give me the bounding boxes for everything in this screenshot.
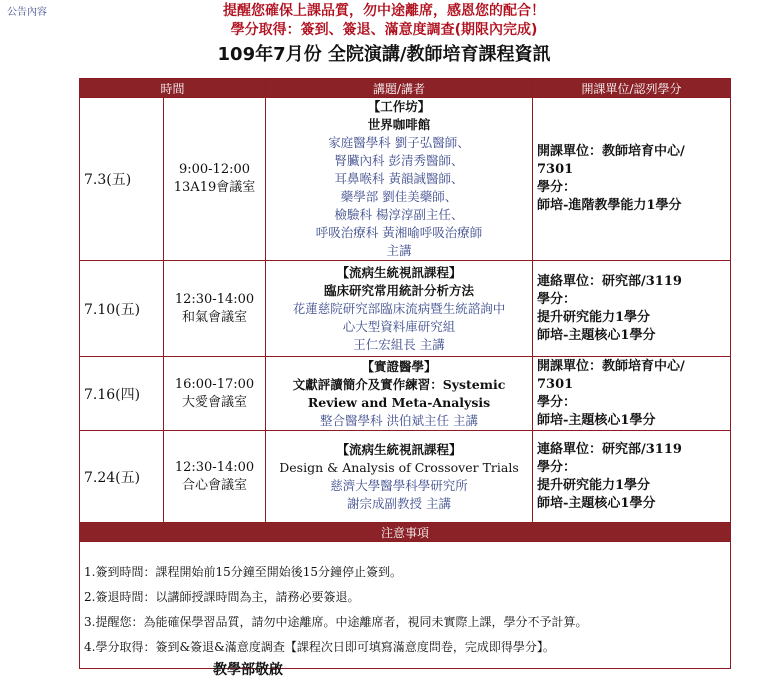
unit-line: 7301	[537, 376, 574, 392]
course-unit	[533, 98, 731, 261]
room: 大愛會議室	[182, 394, 248, 410]
course-title: 文獻評讀簡介及實作練習：Systemic Review and Meta-Analysis	[292, 376, 506, 410]
unit-line: 開課單位：教師培育中心/	[537, 358, 685, 374]
unit-line: 師培-主題核心1學分	[537, 495, 656, 511]
room: 13A19會議室	[173, 180, 256, 195]
unit-line: 提升研究能力1學分	[537, 309, 651, 325]
unit-line: 提升研究能力1學分	[537, 477, 651, 493]
course-time	[164, 98, 266, 261]
course-tag: 【流病生統視訊課程】	[336, 441, 462, 457]
course-unit	[533, 261, 731, 357]
course-time	[164, 357, 266, 431]
course-time	[164, 431, 266, 523]
notice-header-row	[80, 523, 731, 542]
speaker-role: 主講	[386, 243, 412, 258]
unit-line: 師培-進階教學能力1學分	[537, 198, 682, 213]
header-unit: 開課單位/認列學分	[533, 79, 731, 98]
page-title: 109年7月份 全院演講/教師培育課程資訊	[217, 44, 551, 65]
speaker: 慈濟大學醫學科學研究所	[330, 477, 468, 493]
speaker: 心大型資料庫研究組	[342, 318, 456, 334]
course-title: Design & Analysis of Crossover Trials	[279, 459, 519, 475]
course-date: 7.10(五)	[80, 261, 164, 357]
table-header-row	[80, 79, 731, 98]
course-topic	[266, 357, 533, 431]
unit-line: 學分：	[537, 394, 577, 410]
section-label: 公告內容	[7, 7, 47, 18]
unit-line: 師培-主題核心1學分	[537, 412, 656, 428]
time-range: 12:30-14:00	[174, 459, 255, 475]
unit-line: 學分：	[537, 459, 577, 475]
time-range: 12:30-14:00	[174, 291, 255, 307]
time-range: 16:00-17:00	[174, 376, 255, 392]
course-date: 7.16(四)	[80, 357, 164, 431]
reminder-line-1: 提醒您確保上課品質，勿中途離席，感恩您的配合！	[223, 3, 545, 19]
table-row	[80, 261, 731, 357]
table-row	[80, 98, 731, 261]
speaker: 王仁宏組長 主講	[353, 336, 445, 352]
note-item: 1.簽到時間：課程開始前15分鐘至開始後15分鐘停止簽到。	[84, 565, 402, 579]
time-range: 9:00-12:00	[178, 162, 251, 177]
course-title: 世界咖啡館	[367, 117, 431, 132]
course-time	[164, 261, 266, 357]
course-date: 7.24(五)	[80, 431, 164, 523]
speaker: 藥學部 劉佳美藥師、	[340, 189, 458, 204]
unit-line: 開課單位：教師培育中心/	[537, 144, 685, 159]
unit-line: 連絡單位：研究部/3119	[537, 273, 682, 289]
schedule-table	[79, 78, 731, 669]
speaker: 耳鼻喉科 黃韻誠醫師、	[334, 171, 464, 186]
speaker: 呼吸治療科 黃湘喻呼吸治療師	[315, 225, 483, 240]
course-date: 7.3(五)	[80, 98, 164, 261]
course-title: 臨床研究常用統計分析方法	[324, 282, 475, 298]
unit-line: 學分：	[537, 291, 577, 307]
signature: 教學部敬啟	[213, 662, 283, 678]
speaker: 家庭醫學科 劉子弘醫師、	[328, 135, 470, 150]
table-row	[80, 357, 731, 431]
speaker: 花蓮慈院研究部臨床流病暨生統諮詢中	[292, 300, 506, 316]
course-topic	[266, 261, 533, 357]
course-unit	[533, 431, 731, 523]
reminder-line-2: 學分取得：簽到、簽退、滿意度調查(期限內完成)	[230, 22, 538, 38]
unit-line: 師培-主題核心1學分	[537, 327, 656, 343]
speaker: 整合醫學科 洪伯斌主任 主講	[320, 412, 478, 428]
course-topic	[266, 98, 533, 261]
note-item: 3.提醒您：為能確保學習品質，請勿中途離席。中途離席者，視同未實際上課，學分不予計算。	[84, 615, 588, 629]
header-time: 時間	[80, 79, 266, 98]
notice-header: 注意事項	[80, 523, 731, 542]
note-item: 4.學分取得：簽到&簽退&滿意度調查【課程次日即可填寫滿意度問卷，完成即得學分】。	[84, 640, 555, 654]
course-tag: 【工作坊】	[367, 99, 431, 114]
course-tag: 【實證醫學】	[361, 358, 437, 374]
room: 合心會議室	[182, 477, 248, 493]
course-unit	[533, 357, 731, 431]
unit-line: 學分：	[537, 180, 577, 195]
speaker: 腎臟內科 彭清秀醫師、	[334, 153, 464, 168]
note-item: 2.簽退時間：以講師授課時間為主，請務必要簽退。	[84, 590, 360, 604]
course-topic	[266, 431, 533, 523]
speaker: 檢驗科 楊淳淳副主任、	[334, 207, 464, 222]
unit-line: 連絡單位：研究部/3119	[537, 441, 682, 457]
header-topic: 講題/講者	[266, 79, 533, 98]
unit-line: 7301	[537, 162, 574, 177]
course-tag: 【流病生統視訊課程】	[336, 264, 462, 280]
speaker: 謝宗成副教授 主講	[347, 495, 451, 511]
notes-cell	[80, 542, 731, 669]
room: 和氣會議室	[182, 309, 248, 325]
table-row	[80, 431, 731, 523]
notes-row	[80, 542, 731, 669]
